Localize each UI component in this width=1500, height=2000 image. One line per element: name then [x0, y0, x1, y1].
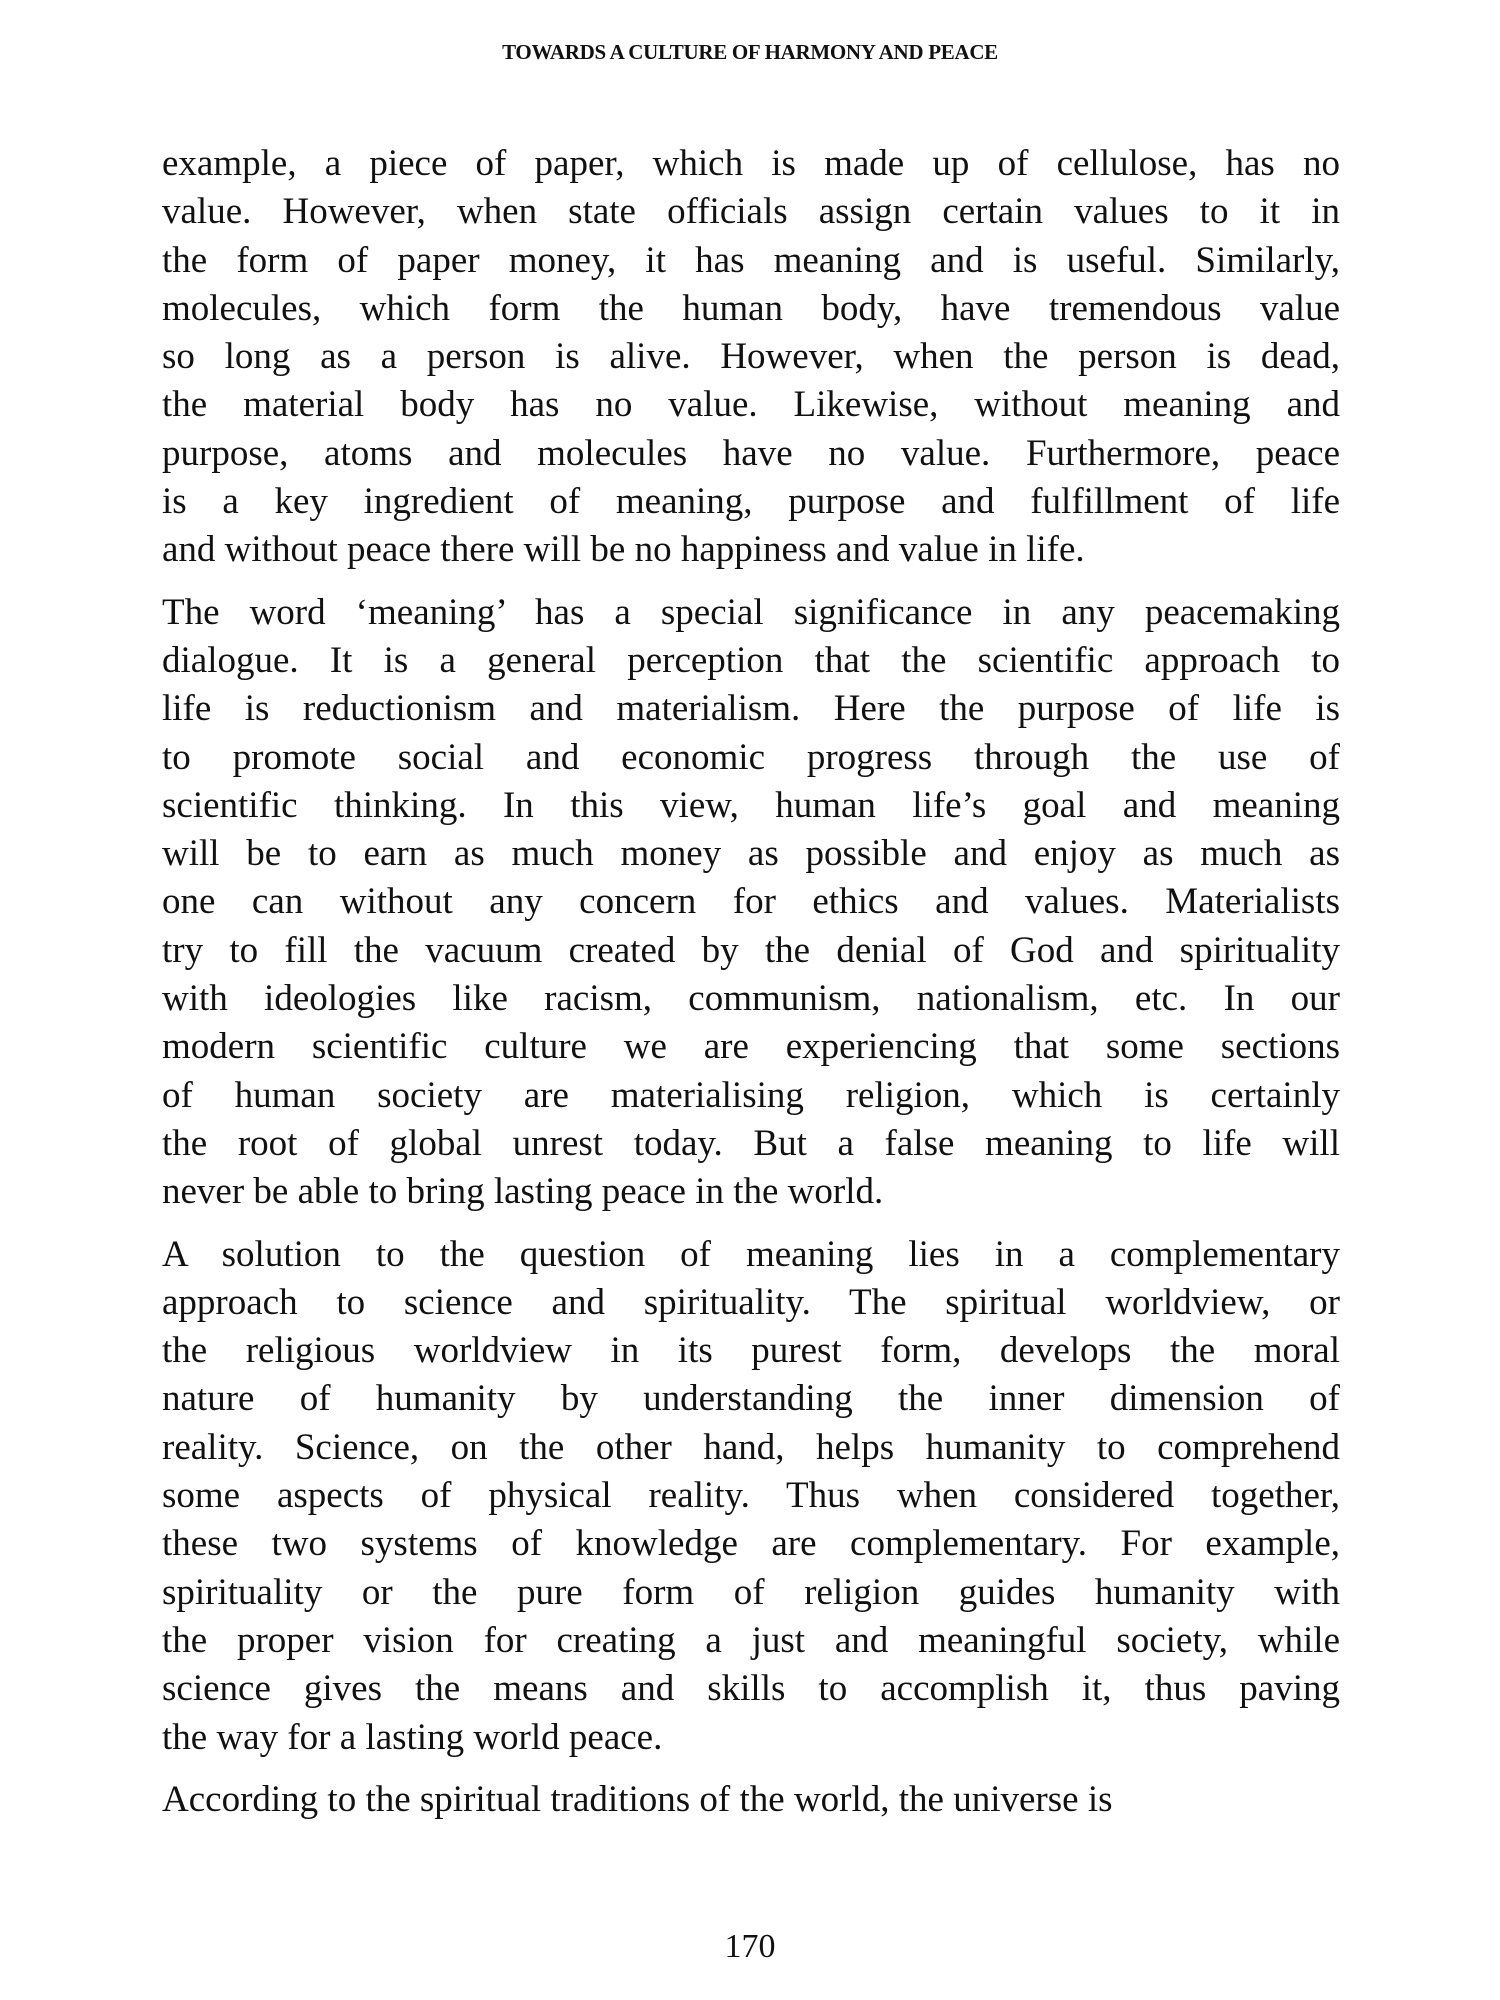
page-number: 170 — [724, 1928, 776, 1965]
text-line-content: dialogue. It is a general perception that the scientific approach to — [162, 639, 1340, 681]
text-line — [162, 1520, 1340, 1568]
text-line — [162, 1231, 1340, 1279]
text-line-content: science gives the means and skills to accomplish it, thus paving — [162, 1668, 1340, 1710]
text-line — [162, 1023, 1340, 1071]
text-line — [162, 1279, 1340, 1327]
text-line-content: the proper vision for creating a just and meaningful society, while — [162, 1619, 1340, 1661]
text-line-content: and without peace there will be no happiness and value in life. — [162, 529, 1085, 571]
text-line-content: reality. Science, on the other hand, helps humanity to comprehend — [162, 1426, 1340, 1468]
text-line — [162, 285, 1340, 333]
text-line — [162, 927, 1340, 975]
text-line-content: According to the spiritual traditions of the world, the universe is — [162, 1778, 1113, 1820]
text-line — [162, 1665, 1340, 1713]
text-line-content: the way for a lasting world peace. — [162, 1716, 663, 1758]
text-line — [162, 589, 1340, 637]
paragraph — [162, 589, 1340, 1217]
text-line — [162, 381, 1340, 429]
text-line — [162, 1168, 1340, 1216]
text-line — [162, 1569, 1340, 1617]
text-line-content: some aspects of physical reality. Thus when considered together, — [162, 1475, 1340, 1517]
text-line-content: the root of global unrest today. But a false meaning to life will — [162, 1122, 1340, 1164]
text-line — [162, 830, 1340, 878]
text-line — [162, 1776, 1340, 1824]
text-line — [162, 1375, 1340, 1423]
text-line-content: example, a piece of paper, which is made up of cellulose, has no — [162, 143, 1340, 184]
text-line — [162, 734, 1340, 782]
running-head: TOWARDS A CULTURE OF HARMONY AND PEACE — [502, 40, 998, 64]
text-line-content: spirituality or the pure form of religion guides humanity with — [162, 1571, 1340, 1613]
text-line — [162, 878, 1340, 926]
text-line — [162, 1617, 1340, 1665]
text-line — [162, 637, 1340, 685]
paragraph — [162, 140, 1340, 575]
text-line-content: The word ‘meaning’ has a special significance in any peacemaking — [162, 591, 1340, 633]
body-text — [162, 140, 1340, 1838]
text-line-content: will be to earn as much money as possible and enjoy as much as — [162, 833, 1340, 875]
text-line — [162, 526, 1340, 574]
text-line — [162, 333, 1340, 381]
text-line — [162, 430, 1340, 478]
text-line-content: of human society are materialising religion, which is certainly — [162, 1074, 1340, 1116]
text-line — [162, 685, 1340, 733]
text-line-content: the material body has no value. Likewise, without meaning and — [162, 384, 1340, 426]
text-line-content: scientific thinking. In this view, human life’s goal and meaning — [162, 784, 1340, 826]
text-line — [162, 975, 1340, 1023]
text-line-content: modern scientific culture we are experiencing that some sections — [162, 1026, 1340, 1068]
text-line-content: try to fill the vacuum created by the denial of God and spirituality — [162, 929, 1340, 971]
text-line-content: with ideologies like racism, communism, nationalism, etc. In our — [162, 978, 1340, 1020]
paragraph — [162, 1776, 1340, 1824]
text-line-content: one can without any concern for ethics and values. Materialists — [162, 881, 1340, 923]
text-line-content: nature of humanity by understanding the inner dimension of — [162, 1378, 1340, 1420]
text-line-content: purpose, atoms and molecules have no value. Furthermore, peace — [162, 432, 1340, 474]
text-line-content: these two systems of knowledge are complementary. For example, — [162, 1523, 1340, 1565]
text-line — [162, 1072, 1340, 1120]
text-line-content: is a key ingredient of meaning, purpose and fulfillment of life — [162, 481, 1340, 523]
text-line — [162, 1120, 1340, 1168]
paragraph — [162, 1231, 1340, 1762]
text-line — [162, 1714, 1340, 1762]
text-line — [162, 1327, 1340, 1375]
text-line-content: so long as a person is alive. However, when the person is dead, — [162, 336, 1340, 378]
text-line — [162, 1472, 1340, 1520]
text-line — [162, 478, 1340, 526]
text-line — [162, 782, 1340, 830]
text-line-content: life is reductionism and materialism. Here the purpose of life is — [162, 688, 1340, 730]
text-line-content: the religious worldview in its purest form, develops the moral — [162, 1330, 1340, 1372]
text-line-content: approach to science and spirituality. The spiritual worldview, or — [162, 1281, 1340, 1323]
text-line-content: never be able to bring lasting peace in the world. — [162, 1171, 884, 1213]
text-line — [162, 188, 1340, 236]
text-line — [162, 1424, 1340, 1472]
text-line-content: the form of paper money, it has meaning and is useful. Similarly, — [162, 239, 1340, 281]
text-line-content: A solution to the question of meaning lies in a complementary — [162, 1233, 1340, 1275]
text-line-content: value. However, when state officials assign certain values to it in — [162, 191, 1340, 233]
text-line-content: molecules, which form the human body, have tremendous value — [162, 287, 1340, 329]
text-line — [162, 140, 1340, 188]
text-line — [162, 237, 1340, 285]
text-line-content: to promote social and economic progress through the use of — [162, 736, 1340, 778]
